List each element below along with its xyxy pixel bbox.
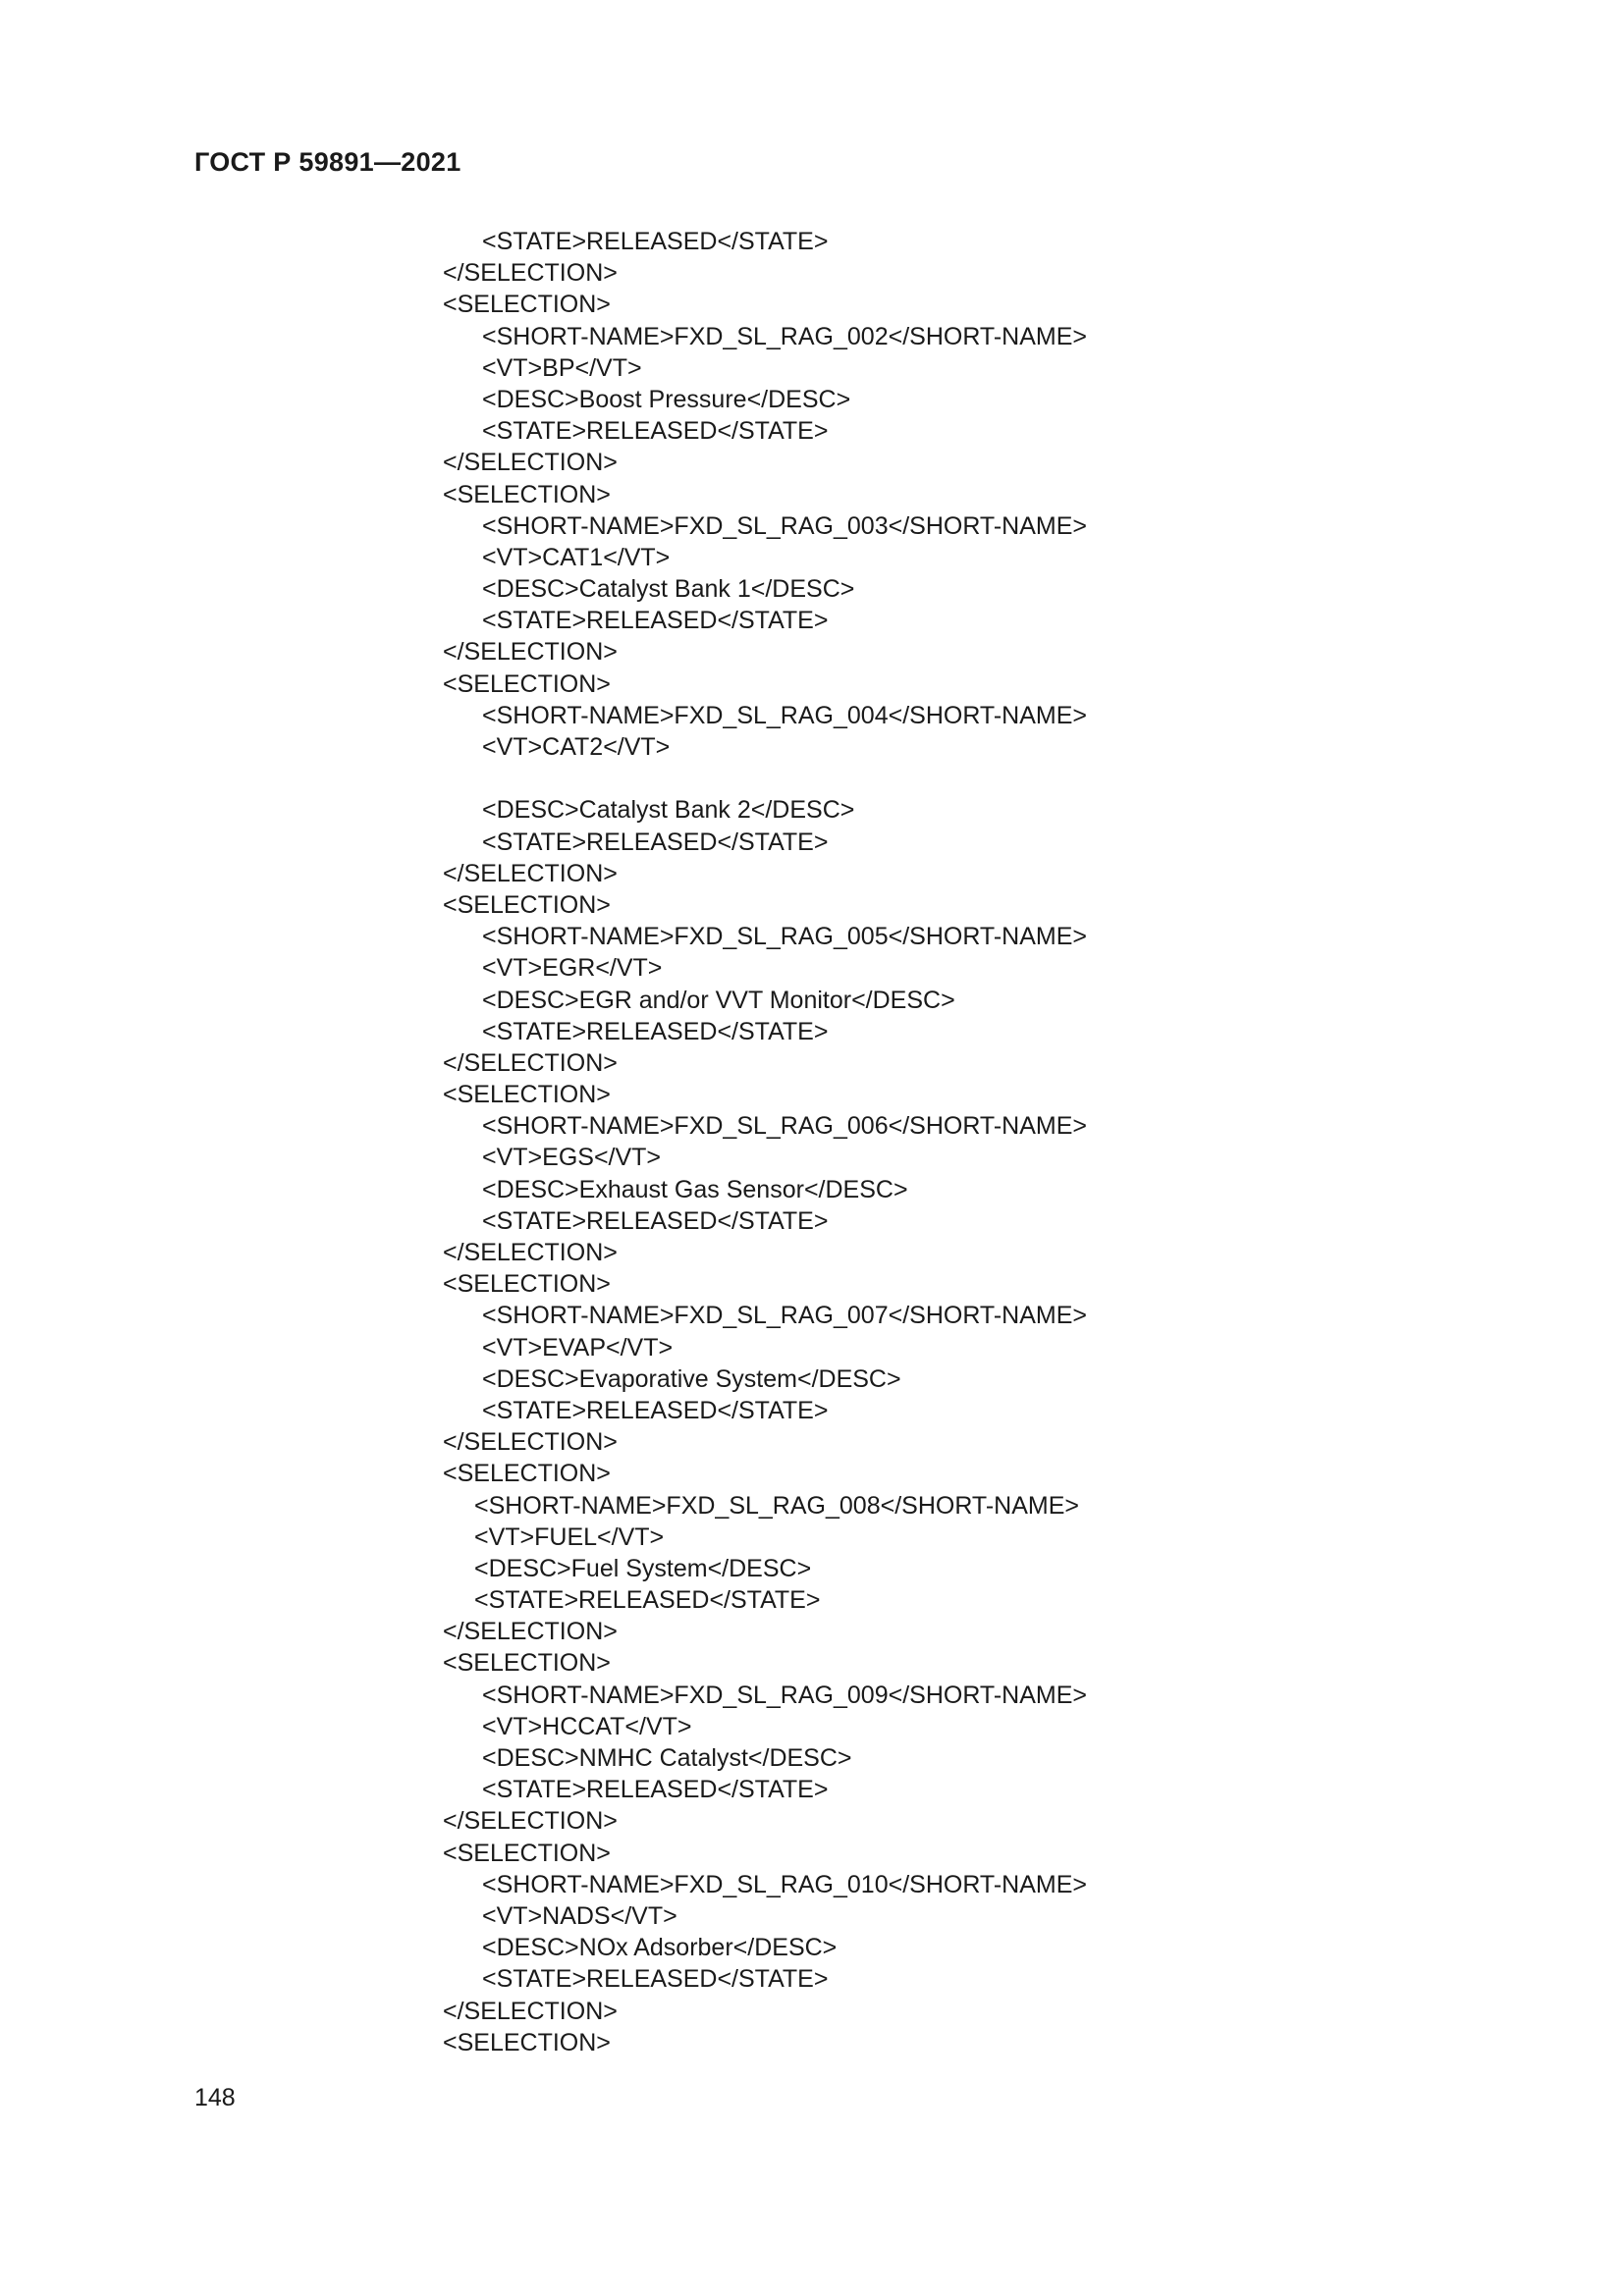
code-line: <STATE>RELEASED</STATE> [482, 228, 829, 255]
code-line: <DESC>Boost Pressure</DESC> [482, 385, 851, 413]
code-line: <VT>CAT2</VT> [482, 733, 671, 761]
code-line: </SELECTION> [443, 1048, 618, 1077]
code-line: <SHORT-NAME>FXD_SL_RAG_002</SHORT-NAME> [482, 322, 1087, 350]
code-line: <DESC>NOx Adsorber</DESC> [482, 1934, 838, 1962]
code-line: <STATE>RELEASED</STATE> [482, 607, 829, 635]
code-line: <SELECTION> [443, 1270, 611, 1299]
code-line: <SELECTION> [443, 1839, 611, 1867]
code-line: <VT>NADS</VT> [482, 1901, 677, 1930]
code-line: </SELECTION> [443, 1618, 618, 1646]
code-line: <STATE>RELEASED</STATE> [482, 1776, 829, 1804]
code-line: <SELECTION> [443, 2028, 611, 2056]
code-line: <SELECTION> [443, 291, 611, 319]
code-line: <SHORT-NAME>FXD_SL_RAG_004</SHORT-NAME> [482, 701, 1087, 729]
code-line: <SHORT-NAME>FXD_SL_RAG_006</SHORT-NAME> [482, 1112, 1087, 1141]
code-line: <SELECTION> [443, 1649, 611, 1678]
page-number: 148 [194, 2084, 236, 2111]
code-line: <VT>HCCAT</VT> [482, 1712, 692, 1740]
code-line: </SELECTION> [443, 449, 618, 477]
code-line: <DESC>Fuel System</DESC> [474, 1554, 812, 1582]
code-line: <SELECTION> [443, 1081, 611, 1109]
code-line: <STATE>RELEASED</STATE> [474, 1586, 821, 1615]
code-line: <SELECTION> [443, 669, 611, 698]
code-line: <SHORT-NAME>FXD_SL_RAG_010</SHORT-NAME> [482, 1870, 1087, 1898]
code-line: </SELECTION> [443, 259, 618, 288]
code-line: <DESC>Exhaust Gas Sensor</DESC> [482, 1175, 908, 1203]
code-line: <STATE>RELEASED</STATE> [482, 1206, 829, 1235]
code-line: <SELECTION> [443, 480, 611, 508]
code-line: <STATE>RELEASED</STATE> [482, 1396, 829, 1424]
code-line: <VT>CAT1</VT> [482, 543, 671, 571]
code-line: <STATE>RELEASED</STATE> [482, 1965, 829, 1994]
code-line: </SELECTION> [443, 1239, 618, 1266]
code-line: <DESC>Catalyst Bank 2</DESC> [482, 796, 855, 825]
code-line [443, 763, 1087, 794]
code-line: <STATE>RELEASED</STATE> [482, 1017, 829, 1045]
code-line: <SELECTION> [443, 890, 611, 919]
code-line: <SHORT-NAME>FXD_SL_RAG_009</SHORT-NAME> [482, 1681, 1087, 1709]
code-line: <DESC>EGR and/or VVT Monitor</DESC> [482, 986, 955, 1014]
code-line: <DESC>NMHC Catalyst</DESC> [482, 1744, 852, 1772]
standard-header: ГОСТ Р 59891—2021 [194, 147, 461, 177]
code-line: <VT>FUEL</VT> [474, 1522, 665, 1551]
code-line: </SELECTION> [443, 638, 618, 667]
code-line: <STATE>RELEASED</STATE> [482, 828, 829, 856]
code-line: </SELECTION> [443, 1997, 618, 2025]
code-line: <SHORT-NAME>FXD_SL_RAG_007</SHORT-NAME> [482, 1302, 1087, 1330]
code-line: <STATE>RELEASED</STATE> [482, 417, 829, 446]
code-line: <SHORT-NAME>FXD_SL_RAG_005</SHORT-NAME> [482, 923, 1087, 951]
xml-code-listing [443, 226, 1087, 2058]
code-line: <VT>BP</VT> [482, 353, 642, 382]
code-line: <VT>EGR</VT> [482, 954, 663, 983]
code-line: </SELECTION> [443, 859, 618, 887]
code-line: <DESC>Catalyst Bank 1</DESC> [482, 575, 855, 604]
code-line: <DESC>Evaporative System</DESC> [482, 1364, 901, 1393]
code-line: </SELECTION> [443, 1428, 618, 1457]
code-line: </SELECTION> [443, 1807, 618, 1836]
code-line: <SHORT-NAME>FXD_SL_RAG_008</SHORT-NAME> [474, 1491, 1079, 1520]
code-line: <SELECTION> [443, 1460, 611, 1488]
code-line: <VT>EVAP</VT> [482, 1333, 674, 1362]
code-line: <VT>EGS</VT> [482, 1144, 662, 1172]
code-line: <SHORT-NAME>FXD_SL_RAG_003</SHORT-NAME> [482, 511, 1087, 540]
